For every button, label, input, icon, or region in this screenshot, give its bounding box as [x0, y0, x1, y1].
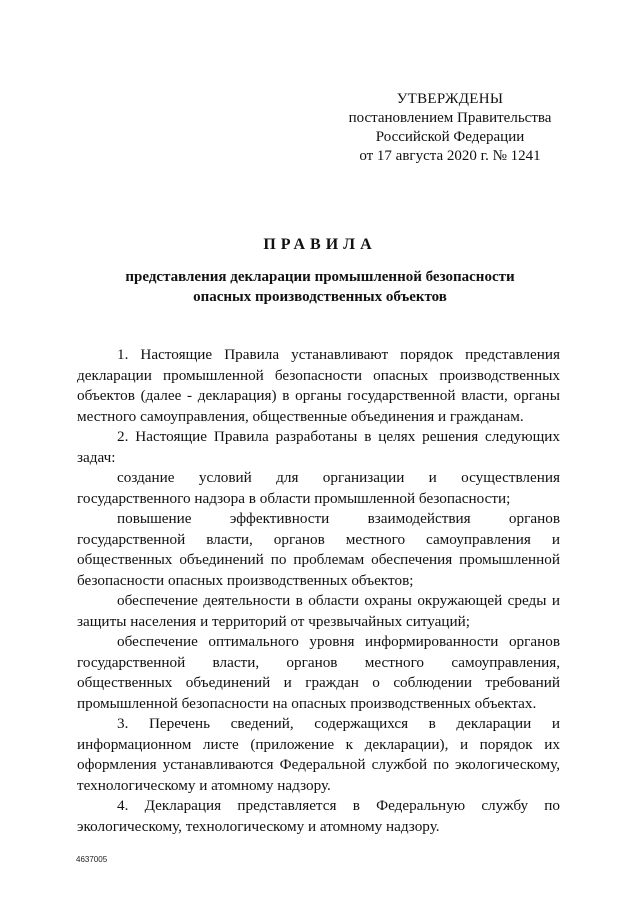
- subtitle-line-1: представления декларации промышленной безопасности: [125, 269, 515, 285]
- approval-line-country: Российской Федерации: [375, 129, 525, 145]
- paragraph-task-2: повышение эффективности взаимодействия органов государственной власти, органов местного самоуправления и общественных объединений по проблемам обеспечения промышленной безопасности опасных производственных объектов;: [77, 510, 560, 589]
- approval-line-date-number: от 17 августа 2020 г. № 1241: [359, 148, 541, 164]
- paragraph-task-4: обеспечение оптимального уровня информированности органов государственной власти, органов местного самоуправления, общественных объединений и граждан о соблюдении требований промышленной безопасности на опасных производственных объектах.: [77, 633, 560, 712]
- paragraph-1: 1. Настоящие Правила устанавливают порядок представления декларации промышленной безопасности опасных производственных объектов (далее - декларация) в органы государственной власти, органы местного самоуправления, общественные объединения и гражданам.: [77, 346, 560, 425]
- document-body: [77, 345, 560, 837]
- document-code: 4637005: [76, 855, 108, 864]
- paragraph-task-3: обеспечение деятельности в области охраны окружающей среды и защиты населения и территорий от чрезвычайных ситуаций;: [77, 592, 560, 630]
- paragraph-2: 2. Настоящие Правила разработаны в целях решения следующих задач:: [77, 428, 560, 466]
- paragraph-4: 4. Декларация представляется в Федеральную службу по экологическому, технологическому и атомному надзору.: [77, 797, 560, 835]
- document-title: ПРАВИЛА: [263, 236, 377, 253]
- approval-block: [330, 90, 570, 166]
- paragraph-3: 3. Перечень сведений, содержащихся в декларации и информационном листе (приложение к декларации), и порядок их оформления устанавливаются Федеральной службой по экологическому, технологическому и атомному надзору.: [77, 715, 560, 794]
- approval-line-decree: постановлением Правительства: [348, 110, 552, 126]
- subtitle-line-2: опасных производственных объектов: [193, 289, 447, 305]
- approval-heading: УТВЕРЖДЕНЫ: [396, 91, 504, 107]
- paragraph-task-1: создание условий для организации и осуществления государственного надзора в области промышленной безопасности;: [77, 469, 560, 507]
- document-subtitle: [80, 267, 560, 307]
